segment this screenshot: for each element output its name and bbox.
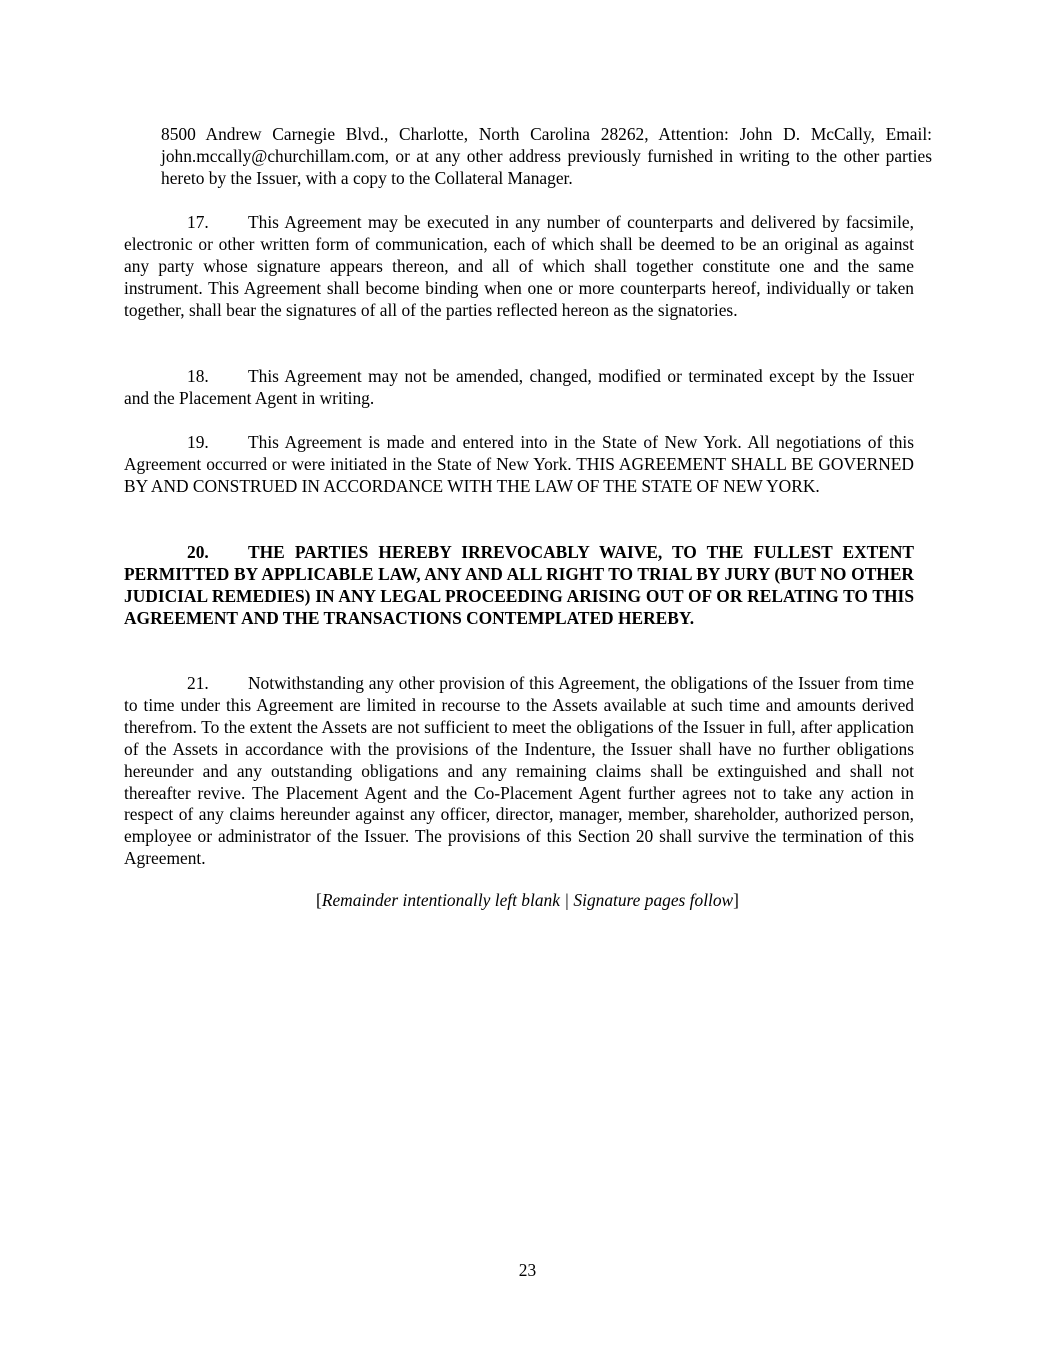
paragraph-17	[124, 212, 914, 322]
paragraph-text: This Agreement may not be amended, changed, modified or terminated except by the Issuer and the Placement Agent in writing.	[124, 366, 914, 408]
remainder-notice	[0, 890, 1055, 912]
paragraph-number: 21.	[187, 673, 209, 693]
paragraph-19	[124, 432, 914, 498]
paragraph-number: 20.	[187, 542, 209, 562]
remainder-text: Remainder intentionally left blank | Signature pages follow	[321, 890, 734, 910]
paragraph-number: 17.	[187, 212, 209, 232]
paragraph-21	[124, 673, 914, 870]
paragraph-number: 18.	[187, 366, 209, 386]
page-number: 23	[518, 1260, 537, 1280]
paragraph-number: 19.	[187, 432, 209, 452]
paragraph-text: This Agreement may be executed in any number of counterparts and delivered by facsimile, electronic or other written form of communication, each of which shall be deemed to be an original as against any party whose signature appears thereon, and all of which shall together constitute one and the same instrument. This Agreement shall become binding when one or more counterparts hereof, individually or taken together, shall bear the signatures of all of the parties reflected hereon as the signatories.	[124, 212, 914, 320]
paragraph-text: THE PARTIES HEREBY IRREVOCABLY WAIVE, TO THE FULLEST EXTENT PERMITTED BY APPLICABLE LAW, ANY AND ALL RIGHT TO TRIAL BY JURY (BUT NO OTHER JUDICIAL REMEDIES) IN ANY LEGAL PROCEEDING ARISING OUT OF OR RELATING TO THIS AGREEMENT AND THE TRANSACTIONS CONTEMPLATED HEREBY.	[124, 542, 914, 628]
paragraph-text: Notwithstanding any other provision of this Agreement, the obligations of the Issuer from time to time under this Agreement are limited in recourse to the Assets available at such time and amounts derived therefrom. To the extent the Assets are not sufficient to meet the obligations of the Issuer in full, after application of the Assets in accordance with the provisions of the Indenture, the Issuer shall have no further obligations hereunder and any outstanding obligations and any remaining claims shall be extinguished and shall not thereafter revive. The Placement Agent and the Co-Placement Agent further agrees not to take any action in respect of any claims hereunder against any officer, director, manager, member, shareholder, authorized person, employee or administrator of the Issuer. The provisions of this Section 20 shall survive the termination of this Agreement.	[124, 673, 914, 869]
paragraph-18	[124, 366, 914, 410]
paragraph-20-jury-waiver	[124, 542, 914, 630]
remainder-open-bracket: [	[316, 890, 322, 910]
remainder-close-bracket: ]	[733, 890, 739, 910]
address-continuation: 8500 Andrew Carnegie Blvd., Charlotte, North Carolina 28262, Attention: John D. McCally, Email: john.mccally@churchillam.com, or at any other address previously furnished in writing to the other parties hereto by the Issuer, with a copy to the Collateral Manager.	[161, 124, 932, 188]
paragraph-text: This Agreement is made and entered into in the State of New York. All negotiations of this Agreement occurred or were initiated in the State of New York. THIS AGREEMENT SHALL BE GOVERNED BY AND CONSTRUED IN ACCORDANCE WITH THE LAW OF THE STATE OF NEW YORK.	[124, 432, 914, 496]
